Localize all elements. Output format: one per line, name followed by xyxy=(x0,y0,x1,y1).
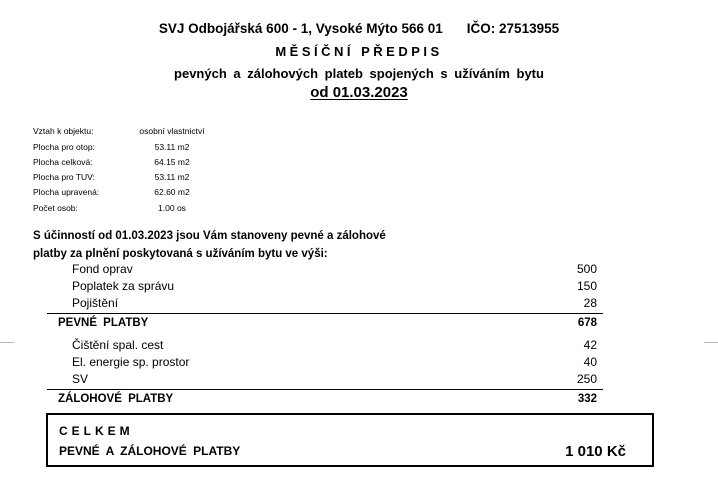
attribute-value: 62.60 m2 xyxy=(154,187,190,197)
grand-total-label: CELKEM xyxy=(59,424,134,438)
attribute-value: 53.11 m2 xyxy=(154,142,190,152)
association-header xyxy=(0,21,718,36)
payment-amount: 28 xyxy=(583,296,597,310)
payment-row xyxy=(0,355,718,372)
attribute-value: 53.11 m2 xyxy=(154,172,190,182)
grand-total-amount: 1 010 Kč xyxy=(565,443,626,460)
effective-date xyxy=(0,84,718,101)
payment-amount: 150 xyxy=(576,279,597,293)
fixed-payments-total-amount: 678 xyxy=(577,317,597,329)
attribute-value: osobní vlastnictví xyxy=(139,126,205,136)
attribute-value: 1.00 os xyxy=(158,203,186,213)
payment-name: El. energie sp. prostor xyxy=(72,355,190,369)
intro-paragraph xyxy=(33,227,386,263)
payment-row xyxy=(0,372,718,389)
advance-payments-total-label: ZÁLOHOVÉ PLATBY xyxy=(58,393,174,405)
effective-date-text: od 01.03.2023 xyxy=(310,84,408,101)
attribute-label: Plocha celková: xyxy=(33,157,93,167)
payment-amount: 42 xyxy=(583,338,597,352)
fixed-payments-total-row xyxy=(0,317,718,334)
association-address: SVJ Odbojářská 600 - 1, Vysoké Mýto 566 01 xyxy=(158,21,443,36)
attribute-label: Plocha pro TUV: xyxy=(33,172,95,182)
document-title: MĚSÍČNÍ PŘEDPIS xyxy=(275,44,443,59)
fixed-payments-total-label: PEVNÉ PLATBY xyxy=(58,317,149,329)
payment-amount: 250 xyxy=(576,372,597,386)
document-subtitle: pevných a zálohových plateb spojených s užíváním bytu xyxy=(174,66,544,81)
attribute-label: Plocha pro otop: xyxy=(33,142,95,152)
attribute-value: 64.15 m2 xyxy=(154,157,190,167)
payment-name: Poplatek za správu xyxy=(72,279,175,293)
payment-amount: 500 xyxy=(576,262,597,276)
association-ico: IČO: 27513955 xyxy=(466,21,560,36)
attribute-label: Počet osob: xyxy=(33,203,78,213)
payment-name: Fond oprav xyxy=(72,262,133,276)
advance-payments-total-row xyxy=(0,393,718,410)
payment-name: Pojištění xyxy=(72,296,119,310)
payment-amount: 40 xyxy=(583,355,597,369)
grand-total-sublabel: PEVNÉ A ZÁLOHOVÉ PLATBY xyxy=(59,444,241,458)
divider xyxy=(47,313,603,314)
attribute-label: Plocha upravená: xyxy=(33,187,100,197)
payment-row xyxy=(0,338,718,355)
attribute-label: Vztah k objektu: xyxy=(33,126,94,136)
intro-line: S účinností od 01.03.2023 jsou Vám stanoveny pevné a zálohové xyxy=(33,230,386,242)
payment-row xyxy=(0,262,718,279)
intro-line: platby za plnění poskytovaná s užíváním bytu ve výši: xyxy=(33,248,328,260)
divider xyxy=(47,389,603,390)
advance-payments-total-amount: 332 xyxy=(577,393,597,405)
payment-row xyxy=(0,296,718,313)
payment-name: Čištění spal. cest xyxy=(72,338,164,352)
grand-total-box xyxy=(46,413,654,467)
payment-row xyxy=(0,279,718,296)
payment-name: SV xyxy=(72,372,89,386)
